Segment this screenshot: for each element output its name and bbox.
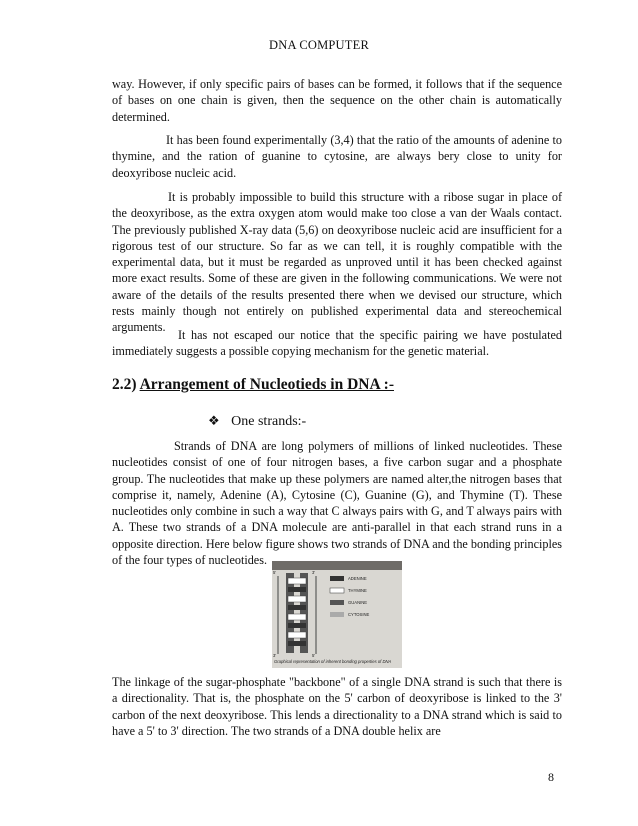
guanine-swatch	[330, 600, 344, 605]
dna-strands-diagram	[272, 570, 402, 659]
figure-caption: Graphical representation of inherent bonding properties of DNA	[274, 659, 392, 664]
thymine-swatch	[330, 588, 344, 593]
page-number: 8	[548, 770, 554, 784]
figure-title-bar	[272, 561, 402, 570]
paragraph-2: It has been found experimentally (3,4) that the ratio of the amounts of adenine to thymine, and the ration of guanine to cytosine, are always bery close to unity for deoxyribose nucleic acid.	[112, 133, 562, 180]
cytosine-swatch	[330, 612, 344, 617]
legend-thymine: THYMINE	[348, 588, 367, 593]
paragraph-5: Strands of DNA are long polymers of millions of linked nucleotides. These nucleotides consist of one of four nitrogen bases, a five carbon sugar and a phosphate group. The nucleotides that make up these polymers are named alter,the nitrogen bases that comprise it, namely, Adenine (A), Cytosine (C), Guanine (G), and Thymine (T). These nucleotides only combine in such a way that C always pairs with G, and T always pairs with A. These two strands of a DNA molecule are anti-parallel in that each strand runs in a opposite direction. Here below figure shows two strands of DNA and the bonding principles of the four types of nucleotides.	[112, 439, 562, 568]
paragraph-1: way. However, if only specific pairs of bases can be formed, it follows that if the sequence of bases on one chain is given, then the sequence on the other chain is automatically determined.	[112, 77, 562, 124]
paragraph-3: It is probably impossible to build this structure with a ribose sugar in place of the deoxyribose, as the extra oxygen atom would make too close a van der Waals contact. The previously published X-ray data (5,6) on deoxyribose nucleic acid are insufficient for a rigorous test of our structure. So far as we can tell, it is roughly compatible with the experimental data, but it must be regarded as unproved until it has been checked against more exact results. Some of these are given in the following communications. We were not aware of the details of the results presented there when we devised our structure, which rests mainly though not entirely on published experimental data and stereochemical arguments.	[112, 190, 562, 335]
paragraph-4: It has not escaped our notice that the specific pairing we have postulated immediately suggests a possible copying mechanism for the genetic material.	[112, 328, 562, 359]
label-5-prime-bottom-right: 5'	[312, 653, 316, 658]
section-number: 2.2)	[112, 376, 137, 393]
adenine-swatch	[330, 576, 344, 581]
label-5-prime-top-left: 5'	[273, 570, 277, 575]
label-3-prime-bottom-left: 3'	[273, 653, 277, 658]
section-title: Arrangement of Nucleotieds in DNA :-	[139, 376, 394, 393]
diamond-bullet-icon: ❖	[208, 413, 220, 428]
paragraph-6: The linkage of the sugar-phosphate "backbone" of a single DNA strand is such that there is a directionality. That is, the phosphate on the 5' carbon of deoxyribose is linked to the 3' carbon of the next deoxyribose. This lends a directionality to a DNA strand which is said to have a 5' to 3' direction. The two strands of a DNA double helix are	[112, 675, 562, 738]
legend-cytosine: CYTOSINE	[348, 612, 370, 617]
section-heading	[112, 376, 394, 394]
legend-guanine: GUANINE	[348, 600, 368, 605]
page-header: DNA COMPUTER	[269, 38, 369, 52]
bullet-text: One strands:-	[231, 414, 307, 429]
label-3-prime-top-right: 3'	[312, 570, 316, 575]
bullet-item	[208, 413, 306, 430]
legend-adenine: ADENINE	[348, 576, 367, 581]
dna-strands-figure	[272, 561, 402, 668]
